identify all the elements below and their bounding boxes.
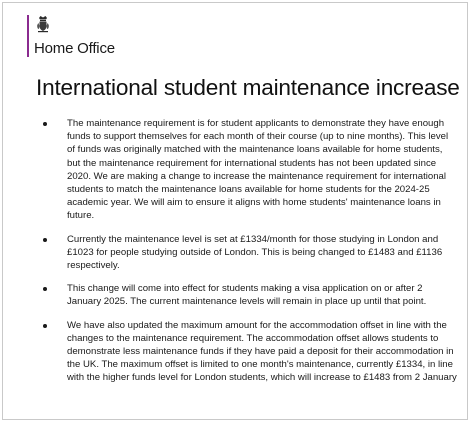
document-frame (2, 2, 468, 420)
royal-crest-icon (35, 15, 51, 33)
list-item-text: We have also updated the maximum amount for the accommodation offset in line with the changes to the maintenance requirement. The accommodation offset allows students to demonstrate less maintenance funds if they have paid a deposit for their accommodation in the UK. The maximum offset is limited to one month's maintenance, currently £1334, in line with the higher funds level for London students, which will increase to £1483 from 2 January (67, 319, 457, 384)
page-title: International student maintenance increase (36, 75, 460, 100)
logo-accent-bar (27, 15, 29, 57)
list-item-text: Currently the maintenance level is set at £1334/month for those studying in London and £1023 for people studying outside of London. This is being changed to £1483 and £1136 respectively. (67, 233, 443, 272)
list-item (41, 233, 457, 273)
list-item (41, 117, 457, 223)
bullet-icon (43, 324, 47, 328)
bullet-icon (43, 238, 47, 242)
home-office-logo (27, 15, 115, 57)
list-item-text: The maintenance requirement is for student applicants to demonstrate they have enough funds to support themselves for each month of their course (up to nine months). This level of funds was originally matched with the maintenance loans available for home students, but the maintenance requirement for international students has not been updated since 2020. We are making a change to increase the maintenance requirement for international students to match the maintenance loans available for home students for the 2024-25 academic year. We will aim to ensure it aligns with home students' maintenance loans in future. (67, 118, 449, 222)
bullet-list (41, 117, 457, 395)
list-item (41, 319, 457, 385)
bullet-icon (43, 287, 47, 291)
logo-text: Home Office (34, 40, 115, 57)
bullet-icon (43, 122, 47, 126)
list-item-text: This change will come into effect for students making a visa application on or after 2 January 2025. The current maintenance levels will remain in place up until that point. (67, 283, 427, 308)
logo-content (34, 15, 115, 57)
list-item (41, 282, 457, 308)
